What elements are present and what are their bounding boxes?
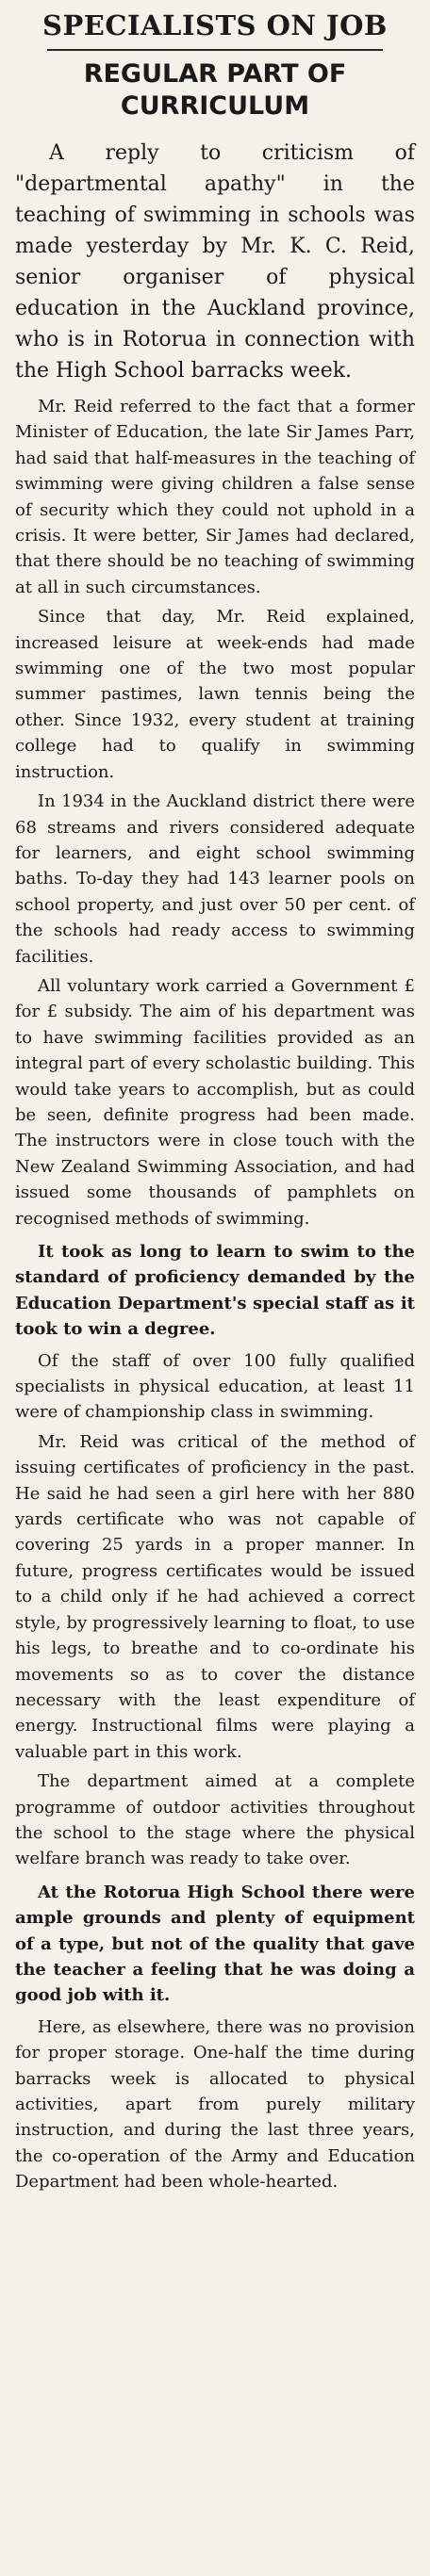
body-paragraph: Here, as elsewhere, there was no provision for proper storage. One-half the time during barracks week is allocated to physical activities, apart from purely military instruction, and during the last three years, the co-operation of the Army and Education Department had been whole-hearted. [15, 2016, 415, 2193]
body-paragraph: Of the staff of over 100 fully qualified specialists in physical education, at least 11 were of championship class in swimming. [15, 1350, 415, 1423]
article-headline: SPECIALISTS ON JOB [42, 9, 388, 41]
bold-break-paragraph: At the Rotorua High School there were ample grounds and plenty of equipment of a type, but not of the quality that gave the teacher a feeling that he was doing a good job with it. [15, 1882, 415, 2006]
body-paragraph: Since that day, Mr. Reid explained, increased leisure at week-ends had made swimming one of the two most popular summer pastimes, lawn tennis being the other. Since 1932, every student at training college had to qualify in swimming instruction. [15, 607, 415, 782]
body-paragraph: The department aimed at a complete programme of outdoor activities throughout the school to the stage where the physical welfare branch was ready to take over. [15, 1771, 415, 1869]
body-paragraph: All voluntary work carried a Government £ for £ subsidy. The aim of his department was to have swimming facilities provided as an integral part of every scholastic building. This would take years to accomplish, but as could be seen, definite progress had been made. The instructors were in close touch with the New Zealand Swimming Association, and had issued some thousands of pamphlets on recognised methods of swimming. [15, 975, 415, 1229]
article-subhead: REGULAR PART OF CURRICULUM [83, 59, 347, 121]
headline-rule [47, 49, 383, 51]
body-paragraph: Mr. Reid was critical of the method of issuing certificates of proficiency in the past. He said he had seen a girl here with her 880 yards certificate who was not capable of covering 25 yards in a proper manner. In future, progress certificates would be issued to a child only if he had achieved a correct style, by progressively learning to float, to use his legs, to breathe and to co-ordinate his movements so as to cover the distance necessary with the least expenditure of energy. Instructional films were playing a valuable part in this work. [15, 1431, 415, 1762]
body-paragraph: Mr. Reid referred to the fact that a former Minister of Education, the late Sir James Parr, had said that half-measures in the teaching of swimming were giving children a false sense of security which they could not uphold in a crisis. It were better, Sir James had declared, that there should be no teaching of swimming at all in such circumstances. [15, 397, 415, 597]
bold-break-paragraph: It took as long to learn to swim to the standard of proficiency demanded by the Education Department's special staff as it took to win a degree. [15, 1242, 415, 1340]
body-paragraph: In 1934 in the Auckland district there were 68 streams and rivers considered adequate for learners, and eight school swimming baths. To-day they had 143 learner pools on school property, and just over 50 per cent. of the schools had ready access to swimming facilities. [15, 791, 415, 967]
lead-paragraph: A reply to criticism of "departmental apathy" in the teaching of swimming in schools was made yesterday by Mr. K. C. Reid, senior organiser of physical education in the Auckland province, who is in Rotorua in connection with the High School barracks week. [15, 141, 415, 383]
